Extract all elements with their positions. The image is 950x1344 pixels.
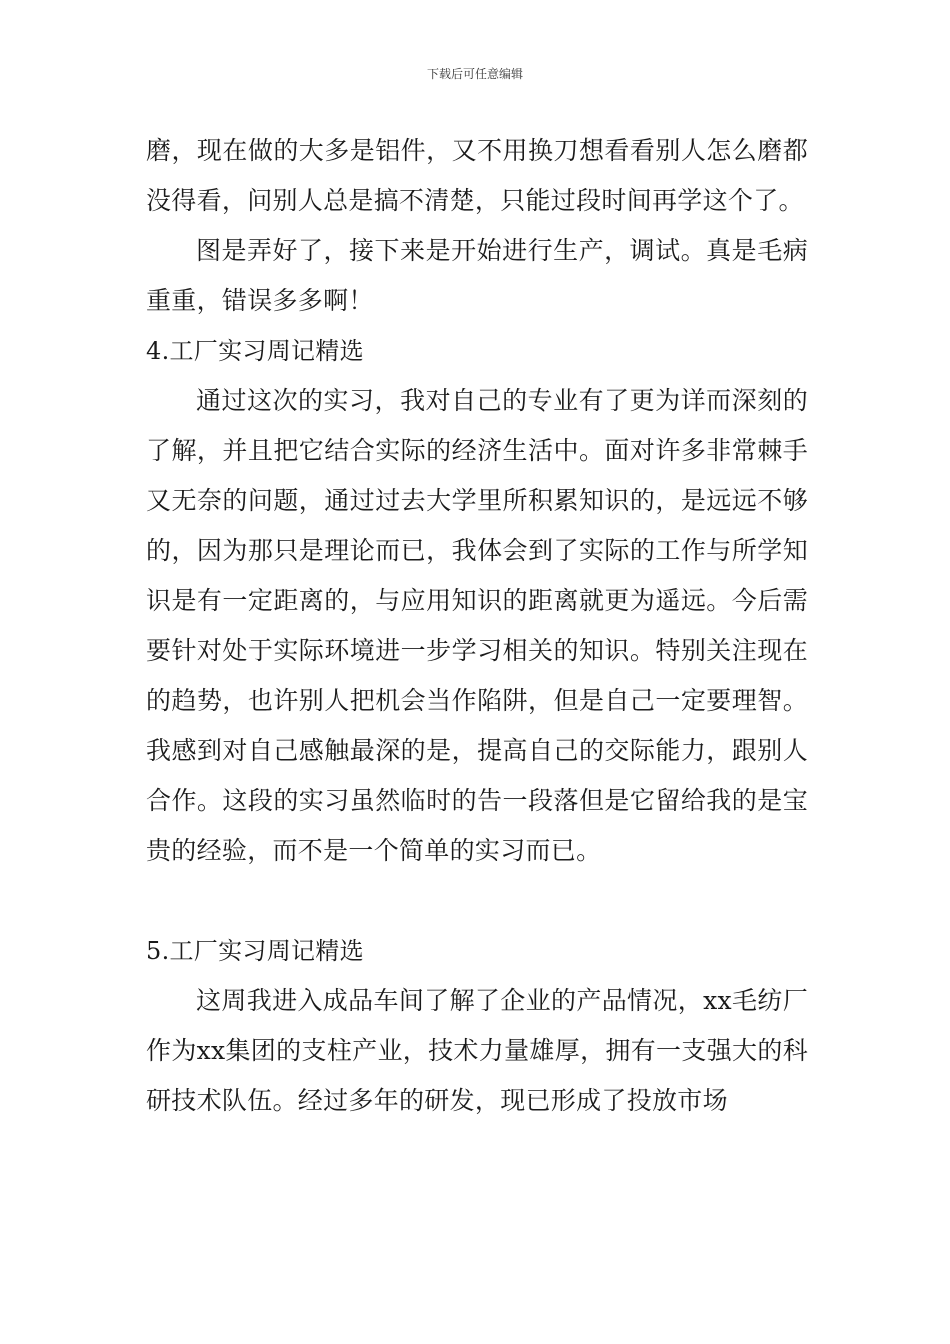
document-body <box>146 126 808 1126</box>
section-5-body: 这周我进入成品车间了解了企业的产品情况，xx毛纺厂作为xx集团的支柱产业，技术力量雄厚，拥有一支强大的科研技术队伍。经过多年的研发，现已形成了投放市场 <box>146 986 808 1115</box>
paragraph-continuation: 磨，现在做的大多是铝件，又不用换刀想看看别人怎么磨都没得看，问别人总是搞不清楚，只能过段时间再学这个了。 <box>146 136 808 215</box>
paragraph-production: 图是弄好了，接下来是开始进行生产，调试。真是毛病重重，错误多多啊！ <box>146 236 808 315</box>
section-spacer <box>146 876 808 926</box>
section-4-body: 通过这次的实习，我对自己的专业有了更为详而深刻的了解，并且把它结合实际的经济生活中。面对许多非常棘手又无奈的问题，通过过去大学里所积累知识的，是远远不够的，因为那只是理论而已，我体会到了实际的工作与所学知识是有一定距离的，与应用知识的距离就更为遥远。今后需要针对处于实际环境进一步学习相关的知识。特别关注现在的趋势，也许别人把机会当作陷阱，但是自己一定要理智。我感到对自己感触最深的是，提高自己的交际能力，跟别人合作。这段的实习虽然临时的告一段落但是它留给我的是宝贵的经验，而不是一个简单的实习而已。 <box>146 386 808 865</box>
section-4-title: 4.工厂实习周记精选 <box>146 337 364 365</box>
section-5-title: 5.工厂实习周记精选 <box>146 937 364 965</box>
header-note: 下载后可任意编辑 <box>426 67 523 81</box>
